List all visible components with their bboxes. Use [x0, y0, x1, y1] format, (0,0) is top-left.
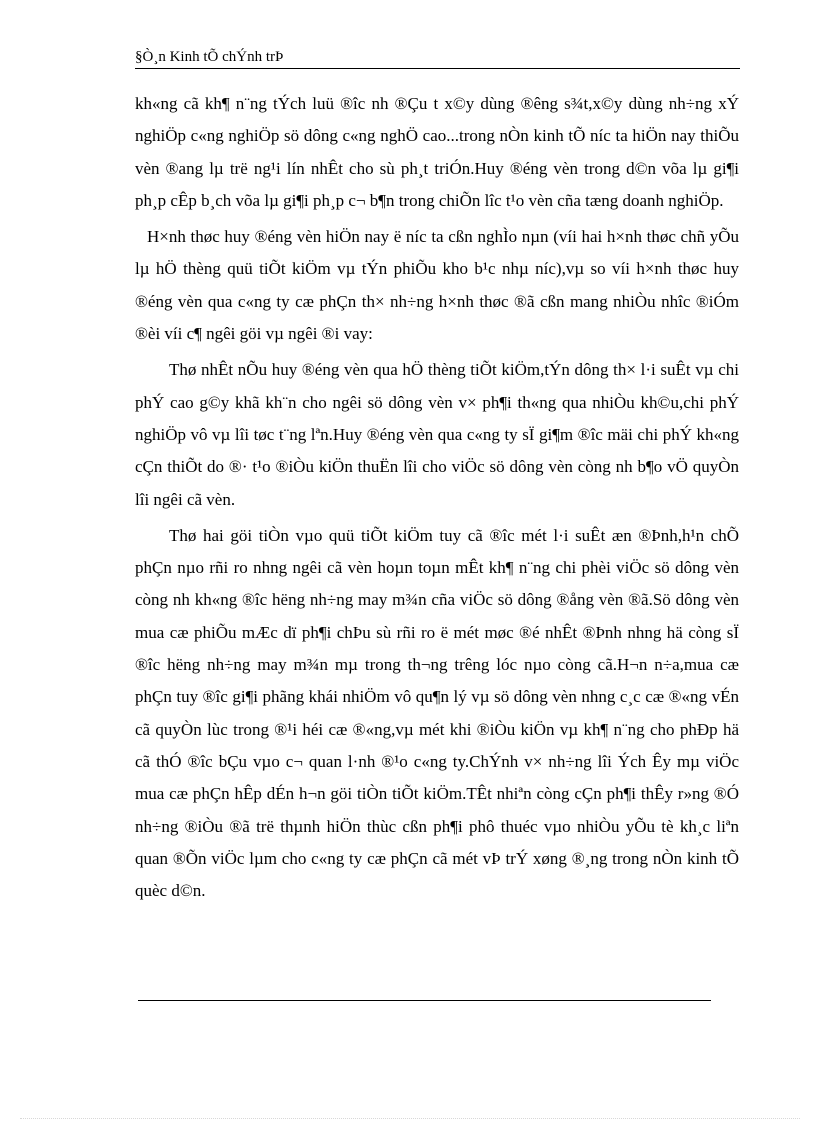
paragraph-2: H×nh thøc huy ®éng vèn hiÖn nay ë níc ta cßn nghÌo nµn (víi hai h×nh thøc chñ yÕu lµ hÖ thèng quü tiÕt kiÖm vµ tÝn phiÕu kho b¹c nhµ níc),vµ so víi h×nh thøc huy ®éng vèn qua c«ng ty cæ phÇn th× nh÷ng h×nh thøc ®ã cßn mang nhiÒu nhîc ®iÓm ®èi víi c¶ ngêi göi vµ ngêi ®i vay: [135, 227, 739, 344]
document-body [135, 88, 739, 911]
page-bottom-edge [20, 1118, 800, 1119]
footer-divider [138, 1000, 711, 1001]
paragraph-3: Thø nhÊt nÕu huy ®éng vèn qua hÖ thèng tiÕt kiÖm,tÝn dông th× l·i suÊt vµ chi phÝ cao g©y khã kh¨n cho ngêi sö dông vèn v× ph¶i th«ng qua nhiÒu kh©u,chi phÝ nghiÖp vô vµ lîi tøc t¨ng lªn.Huy ®éng vèn qua c«ng ty sÏ gi¶m ®îc mäi chi phÝ kh«ng cÇn thiÕt do ®· t¹o ®iÒu kiÖn thuËn lîi cho viÖc sö dông vèn còng nh b¶o vÖ quyÒn lîi ngêi cã vèn. [135, 360, 739, 509]
header-divider [135, 68, 740, 69]
page-header-title: §Ò¸n Kinh tÕ chÝnh trÞ [135, 49, 284, 65]
paragraph-1: kh«ng cã kh¶ n¨ng tÝch luü ®îc nh ®Çu t x©y dùng ®êng s¾t,x©y dùng nh÷ng xÝ nghiÖp c«ng nghiÖp sö dông c«ng nghÖ cao...trong nÒn kinh tÕ níc ta hiÖn nay thiÕu vèn ®ang lµ trë ng¹i lín nhÊt cho sù ph¸t triÓn.Huy ®éng vèn trong d©n võa lµ gi¶i ph¸p cÊp b¸ch võa lµ gi¶i ph¸p c¬ b¶n trong chiÕn lîc t¹o vèn cña tæng doanh nghiÖp. [135, 94, 739, 210]
paragraph-4: Thø hai göi tiÒn vµo quü tiÕt kiÖm tuy cã ®îc mét l·i suÊt æn ®Þnh,h¹n chÕ phÇn nµo rñi ro nhng ngêi cã vèn hoµn toµn mÊt kh¶ n¨ng chi phèi viÖc sö dông vèn còng nh kh«ng ®îc hëng nh÷ng may m¾n cña viÖc sö dông ®ång vèn ®ã.Sö dông vèn mua cæ phiÕu mÆc dï ph¶i chÞu sù rñi ro ë mét møc ®é nhÊt ®Þnh nhng hä còng sÏ ®îc hëng nh÷ng may m¾n mµ trong th¬ng trêng lóc nµo còng cã.H¬n n÷a,mua cæ phÇn tuy ®îc gi¶i phãng khái nhiÖm vô qu¶n lý vµ sö dông vèn nhng c¸c cæ ®«ng vÉn cã quyÒn lùc trong ®¹i héi cæ ®«ng,vµ mét khi ®iÒu kiÖn vµ kh¶ n¨ng cho phÐp hä cã thÓ ®îc bÇu vµo c¬ quan l·nh ®¹o c«ng ty.ChÝnh v× nh÷ng lîi Ých Êy mµ viÖc mua cæ phÇn hÊp dÉn h¬n göi tiÒn tiÕt kiÖm.TÊt nhiªn còng cÇn ph¶i thÊy r»ng ®Ó nh÷ng ®iÒu ®ã trë thµnh hiÖn thùc cßn ph¶i phô thuéc vµo nhiÒu yÕu tè kh¸c liªn quan ®Õn viÖc lµm cho c«ng ty cæ phÇn cã mét vÞ trÝ xøng ®¸ng trong nÒn kinh tÕ quèc d©n. [135, 525, 739, 901]
